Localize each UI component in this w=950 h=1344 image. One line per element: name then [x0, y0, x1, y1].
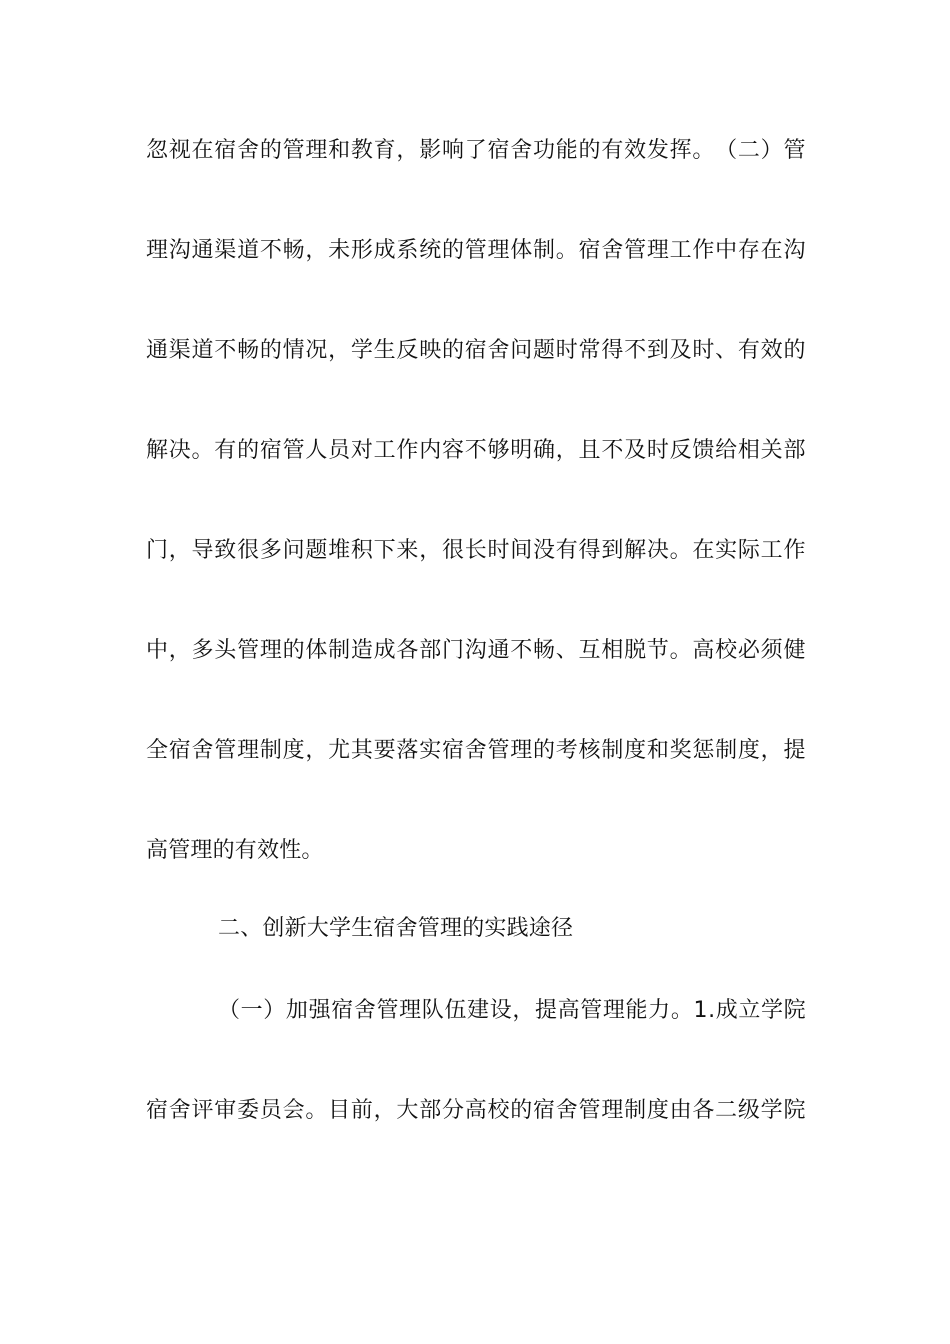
subsection-line-1: （ 一 ） 加 强 宿 舍 管 理 队 伍 建 设 ， 提 高 管 理 能 力 。 1 . 成 立 学 院 [218, 998, 806, 1023]
paragraph-line-2: 理 沟 通 渠 道 不 畅 ， 未 形 成 系 统 的 管 理 体 制 。 宿 舍 管 理 工 作 中 存 在 沟 [146, 238, 806, 263]
subsection-line-2: 宿 舍 评 审 委 员 会 。 目 前 ， 大 部 分 高 校 的 宿 舍 管 理 制 度 由 各 二 级 学 院 [146, 1098, 806, 1123]
paragraph-line-8: 高管理的有效性。 [146, 838, 324, 863]
paragraph-line-4: 解 决 。 有 的 宿 管 人 员 对 工 作 内 容 不 够 明 确 ， 且 不 及 时 反 馈 给 相 关 部 [146, 438, 806, 463]
paragraph-line-5: 门 ， 导 致 很 多 问 题 堆 积 下 来 ， 很 长 时 间 没 有 得 到 解 决 。 在 实 际 工 作 [146, 538, 806, 563]
paragraph-line-1: 忽 视 在 宿 舍 的 管 理 和 教 育 ， 影 响 了 宿 舍 功 能 的 有 效 发 挥 。 （ 二 ） 管 [146, 138, 806, 163]
paragraph-line-7: 全 宿 舍 管 理 制 度 ， 尤 其 要 落 实 宿 舍 管 理 的 考 核 制 度 和 奖 惩 制 度 ， 提 [146, 738, 806, 763]
paragraph-line-3: 通 渠 道 不 畅 的 情 况 ， 学 生 反 映 的 宿 舍 问 题 时 常 得 不 到 及 时 、 有 效 的 [146, 338, 806, 363]
section-heading: 二、创新大学生宿舍管理的实践途径 [218, 916, 574, 941]
paragraph-line-6: 中 ， 多 头 管 理 的 体 制 造 成 各 部 门 沟 通 不 畅 、 互 相 脱 节 。 高 校 必 须 健 [146, 638, 806, 663]
